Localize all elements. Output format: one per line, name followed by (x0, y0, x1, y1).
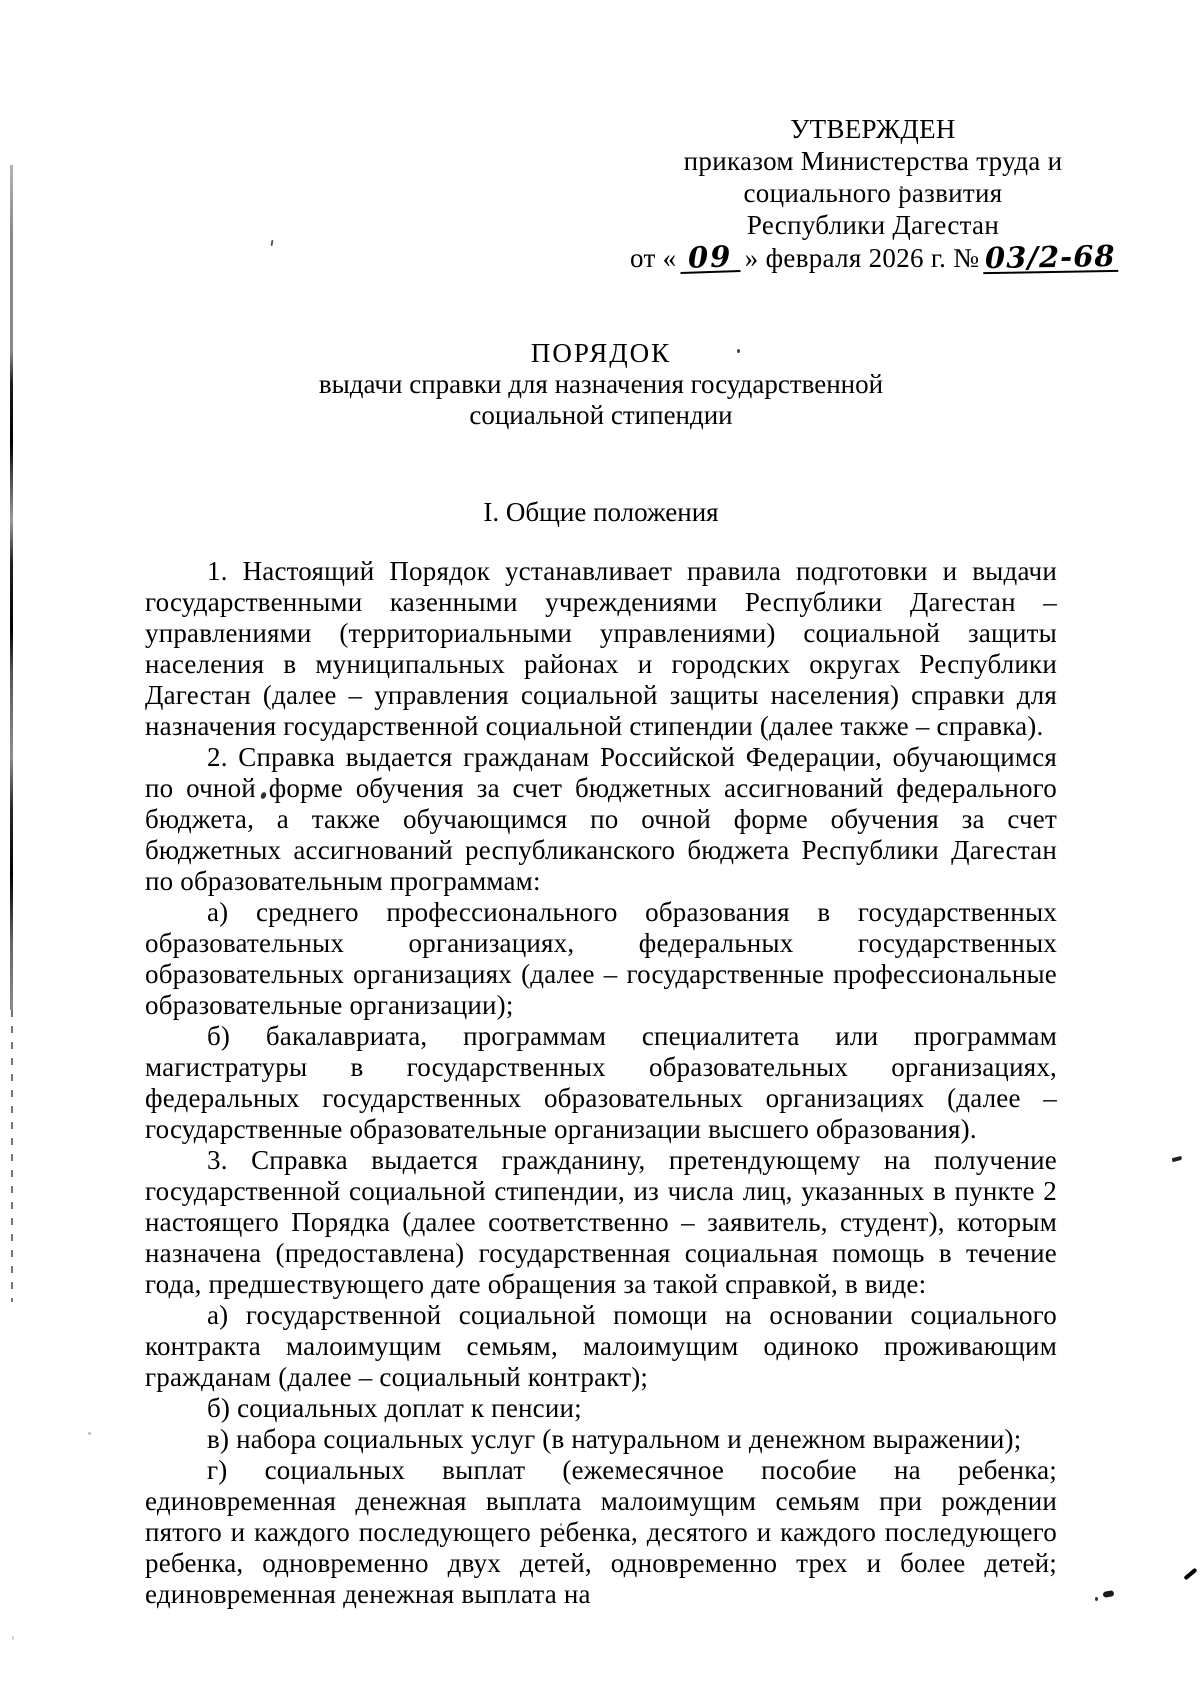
date-prefix: от « (630, 243, 677, 273)
speck-artifact (270, 240, 273, 246)
title-word: ПОРЯДОК (530, 338, 672, 368)
document-title (145, 338, 1057, 431)
ink-blob-artifact (1103, 1590, 1115, 1598)
paragraph-3b: б) социальных доплат к пенсии; (207, 1393, 582, 1423)
paragraph-3: 3. Справка выдается гражданину, претендующему на получение государственной социальной стипендии, из числа лиц, указанных в пункте 2 настоящего Порядка (далее соответственно – заявитель, студент), которым назначена (предоставлена) государственная социальная помощь в течение года, предшествующего дате обращения за такой справкой, в виде: (145, 1145, 1057, 1299)
approval-block (630, 113, 1116, 274)
approval-line: социального развития (743, 178, 1003, 208)
title-subtitle-line: социальной стипендии (469, 400, 733, 430)
approval-line: приказом Министерства труда и (683, 146, 1063, 176)
approval-date-line (630, 238, 1117, 276)
speck-artifact (1095, 1597, 1098, 1601)
approval-line: Республики Дагестан (746, 210, 1000, 240)
handwritten-doc-number: 03/2-68 (985, 238, 1117, 276)
title-subtitle-line: выдачи справки для назначения государственной (318, 369, 884, 399)
handwritten-day: 09 (680, 242, 741, 274)
date-middle: » февраля 2026 г. № (744, 243, 980, 273)
speck-artifact (88, 1432, 91, 1435)
speck-artifact (12, 1636, 14, 1640)
scan-edge-line-artifact (10, 165, 13, 1010)
paragraph-2a: а) среднего профессионального образования в государственных образовательных организациях, федеральных государственных образовательных организациях (далее – государственные профессиональные образовательные организации); (145, 897, 1057, 1020)
scan-edge-line-dashed-artifact (11, 1010, 13, 1302)
paragraph-2b: б) бакалавриата, программам специалитета или программам магистратуры в государственных образовательных организациях, федеральных государственных образовательных организациях (далее – государственные образовательные организации высшего образования). (145, 1021, 1057, 1144)
section-heading: I. Общие положения (483, 497, 719, 527)
approval-status: УТВЕРЖДЕН (790, 114, 956, 144)
pen-stroke-artifact (1183, 1568, 1197, 1581)
paragraph-3v: в) набора социальных услуг (в натуральном и денежном выражении); (207, 1424, 1022, 1454)
document-body (145, 556, 1057, 1610)
paragraph-3g: г) социальных выплат (ежемесячное пособие на ребенка; единовременная денежная выплата малоимущим семьям при рождении пятого и каждого последующего ребенка, десятого и каждого последующего ребенка, одновременно двух детей, одновременно трех и более детей; единовременная денежная выплата на (145, 1455, 1057, 1609)
paragraph-3a: а) государственной социальной помощи на основании социального контракта малоимущим семьям, малоимущим одиноко проживающим гражданам (далее – социальный контракт); (145, 1300, 1057, 1392)
paragraph-2: 2. Справка выдается гражданам Российской Федерации, обучающимся по очной форме обучения за счет бюджетных ассигнований федерального бюджета, а также обучающимся по очной форме обучения за счет бюджетных ассигнований республиканского бюджета Республики Дагестан по образовательным программам: (145, 742, 1057, 896)
margin-tick-artifact (1172, 1156, 1183, 1162)
paragraph-1: 1. Настоящий Порядок устанавливает правила подготовки и выдачи государственными казенными учреждениями Республики Дагестан – управлениями (территориальными управлениями) социальной защиты населения в муниципальных районах и городских округах Республики Дагестан (далее – управления социальной защиты населения) справки для назначения государственной социальной стипендии (далее также – справка). (145, 556, 1057, 741)
